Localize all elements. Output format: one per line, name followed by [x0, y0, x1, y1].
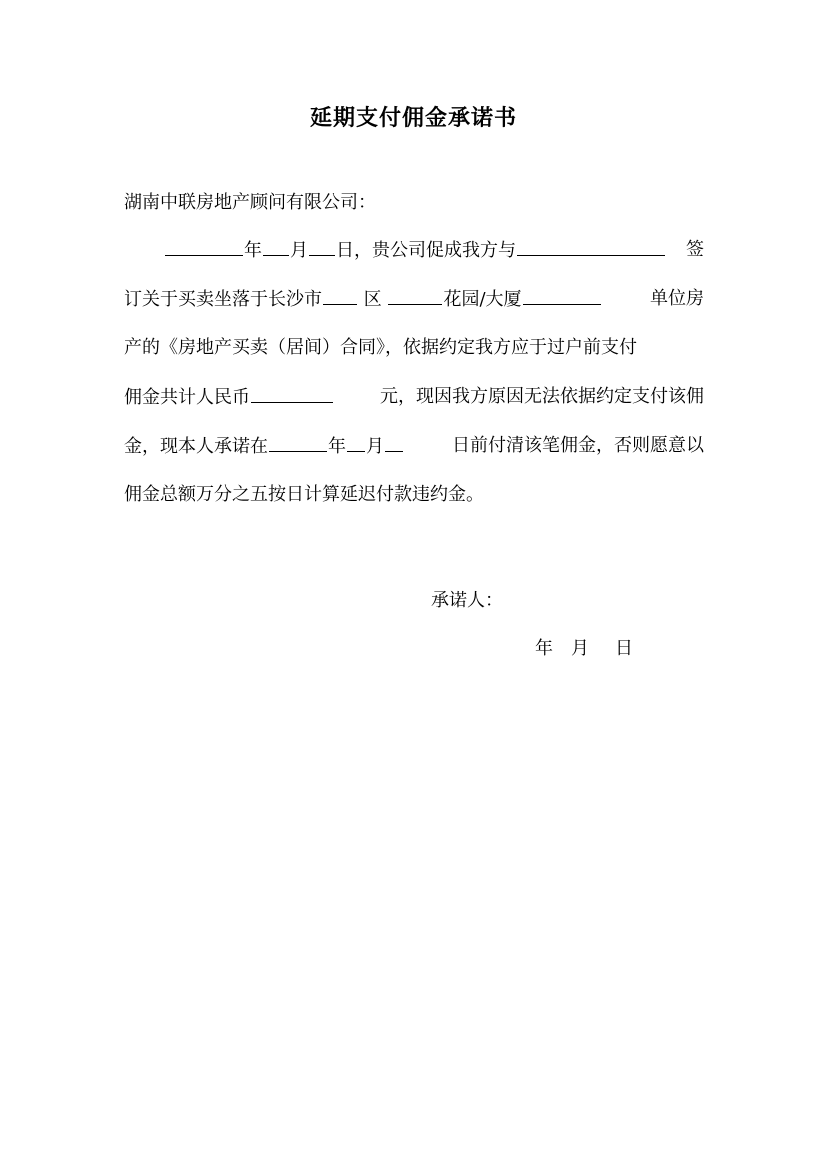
text-garden: 花园/大厦 [443, 289, 522, 310]
text-reason: 元，现因我方原因无法依据约定支付该佣 [380, 386, 704, 407]
signer-label: 承诺人： [431, 590, 503, 611]
text-location: 订关于买卖坐落于长沙市 [124, 289, 322, 310]
body-line-5 [124, 429, 704, 463]
text-penalty: 佣金总额万分之五按日计算延迟付款违约金。 [124, 484, 484, 505]
blank-day [309, 233, 335, 256]
body-line-4 [124, 380, 704, 414]
blank-month [263, 233, 289, 256]
body-paragraph [124, 233, 704, 527]
signature-date [535, 632, 633, 666]
blank-promise-day [385, 429, 403, 452]
blank-promise-month [347, 429, 365, 452]
text-promise-month: 月 [366, 436, 384, 457]
date-month: 月 [571, 638, 589, 659]
blank-promise-year [269, 429, 327, 452]
blank-unit [523, 282, 601, 305]
text-sign: 签 [686, 239, 704, 260]
blank-amount [251, 380, 333, 403]
date-year: 年 [535, 638, 553, 659]
blank-party [517, 233, 665, 256]
blank-year [165, 233, 243, 256]
body-line-6 [124, 478, 704, 512]
text-promise-rest: 日前付清该笔佣金，否则愿意以 [452, 435, 704, 456]
text-contract: 产的《房地产买卖（居间）合同》，依据约定我方应于过户前支付 [124, 337, 637, 358]
text-promise: 金，现本人承诺在 [124, 436, 268, 457]
date-fill-segment [124, 233, 666, 267]
salutation: 湖南中联房地产顾问有限公司： [124, 192, 376, 213]
blank-garden [388, 282, 442, 305]
text-promise-year: 年 [328, 436, 346, 457]
blank-district [323, 282, 357, 305]
text-unit: 单位房 [650, 288, 704, 309]
text-intro: 日，贵公司促成我方与 [336, 240, 516, 261]
body-line-2 [124, 282, 704, 316]
document-title: 延期支付佣金承诺书 [309, 105, 517, 131]
text-year: 年 [244, 240, 262, 261]
date-day: 日 [615, 638, 633, 659]
body-line-3 [124, 331, 704, 365]
text-district: 区 [363, 289, 382, 310]
text-month: 月 [290, 240, 308, 261]
text-amount: 佣金共计人民币 [124, 387, 250, 408]
body-line-1 [124, 233, 704, 267]
